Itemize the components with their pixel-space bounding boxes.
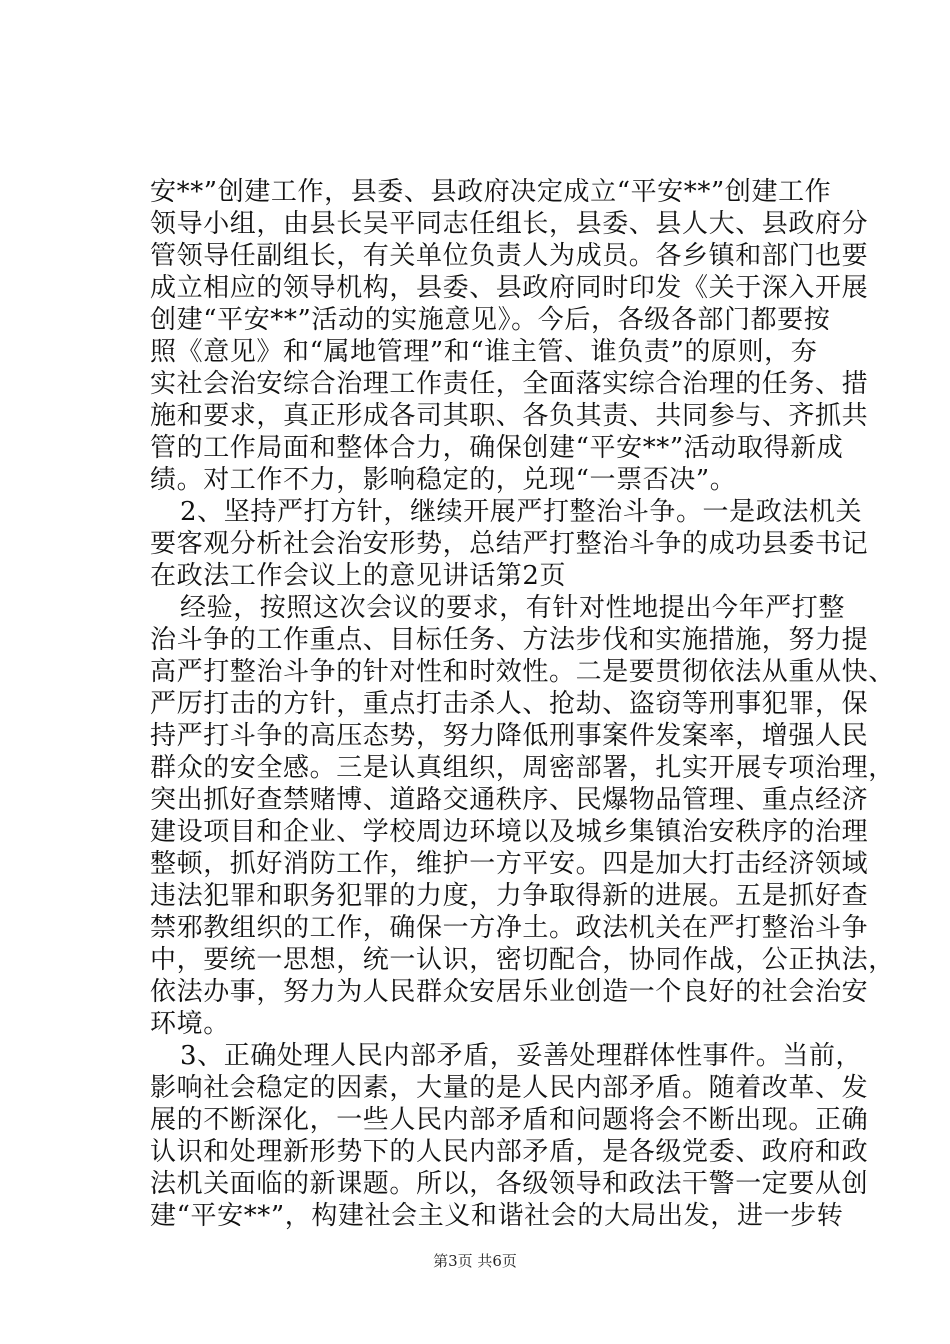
paragraph-start-line: 2、坚持严打方针，继续开展严打整治斗争。一是政法机关 xyxy=(180,497,863,527)
text-line: 在政法工作会议上的意见讲话第2页 xyxy=(150,561,567,591)
text-line: 建“平安**”，构建社会主义和谐社会的大局出发，进一步转 xyxy=(150,1201,844,1231)
text-line: 突出抓好查禁赌博、道路交通秩序、民爆物品管理、重点经济 xyxy=(150,785,869,815)
text-line: 建设项目和企业、学校周边环境以及城乡集镇治安秩序的治理 xyxy=(150,817,869,847)
text-line: 违法犯罪和职务犯罪的力度，力争取得新的进展。五是抓好查 xyxy=(150,881,869,911)
text-line: 依法办事，努力为人民群众安居乐业创造一个良好的社会治安 xyxy=(150,977,869,1007)
text-line: 持严打斗争的高压态势，努力降低刑事案件发案率，增强人民 xyxy=(150,721,869,751)
text-line: 高严打整治斗争的针对性和时效性。二是要贯彻依法从重从快、 xyxy=(150,657,895,687)
body-text xyxy=(150,176,895,1232)
text-line: 实社会治安综合治理工作责任，全面落实综合治理的任务、措 xyxy=(150,369,869,399)
text-line: 环境。 xyxy=(150,1009,230,1039)
text-line: 安**”创建工作，县委、县政府决定成立“平安**”创建工作 xyxy=(150,177,832,207)
text-line: 群众的安全感。三是认真组织，周密部署，扎实开展专项治理， xyxy=(150,753,895,783)
paragraph-start-line: 3、正确处理人民内部矛盾，妥善处理群体性事件。当前， xyxy=(180,1041,863,1071)
text-line: 影响社会稳定的因素，大量的是人民内部矛盾。随着改革、发 xyxy=(150,1073,869,1103)
text-line: 施和要求，真正形成各司其职、各负其责、共同参与、齐抓共 xyxy=(150,401,869,431)
text-line: 绩。对工作不力，影响稳定的，兑现“一票否决”。 xyxy=(150,465,737,495)
text-line: 展的不断深化，一些人民内部矛盾和问题将会不断出现。正确 xyxy=(150,1105,869,1135)
page-number: 第3页 共6页 xyxy=(433,1252,517,1270)
text-line: 禁邪教组织的工作，确保一方净土。政法机关在严打整治斗争 xyxy=(150,913,869,943)
text-line: 法机关面临的新课题。所以，各级领导和政法干警一定要从创 xyxy=(150,1169,869,1199)
text-line: 中，要统一思想，统一认识，密切配合，协同作战，公正执法， xyxy=(150,945,895,975)
text-line: 要客观分析社会治安形势，总结严打整治斗争的成功县委书记 xyxy=(150,529,869,559)
text-line: 治斗争的工作重点、目标任务、方法步伐和实施措施，努力提 xyxy=(150,625,869,655)
text-line: 整顿，抓好消防工作，维护一方平安。四是加大打击经济领域 xyxy=(150,849,869,879)
paragraph-start-line: 经验，按照这次会议的要求，有针对性地提出今年严打整 xyxy=(180,593,846,623)
page-footer xyxy=(0,1250,950,1271)
text-line: 认识和处理新形势下的人民内部矛盾，是各级党委、政府和政 xyxy=(150,1137,869,1167)
text-line: 创建“平安**”活动的实施意见》。今后，各级各部门都要按 xyxy=(150,305,831,335)
text-line: 领导小组，由县长吴平同志任组长，县委、县人大、县政府分 xyxy=(150,209,869,239)
text-line: 严厉打击的方针，重点打击杀人、抢劫、盗窃等刑事犯罪，保 xyxy=(150,689,869,719)
text-line: 管领导任副组长，有关单位负责人为成员。各乡镇和部门也要 xyxy=(150,241,869,271)
text-line: 照《意见》和“属地管理”和“谁主管、谁负责”的原则，夯 xyxy=(150,337,818,367)
text-line: 成立相应的领导机构，县委、县政府同时印发《关于深入开展 xyxy=(150,273,869,303)
text-line: 管的工作局面和整体合力，确保创建“平安**”活动取得新成 xyxy=(150,433,844,463)
